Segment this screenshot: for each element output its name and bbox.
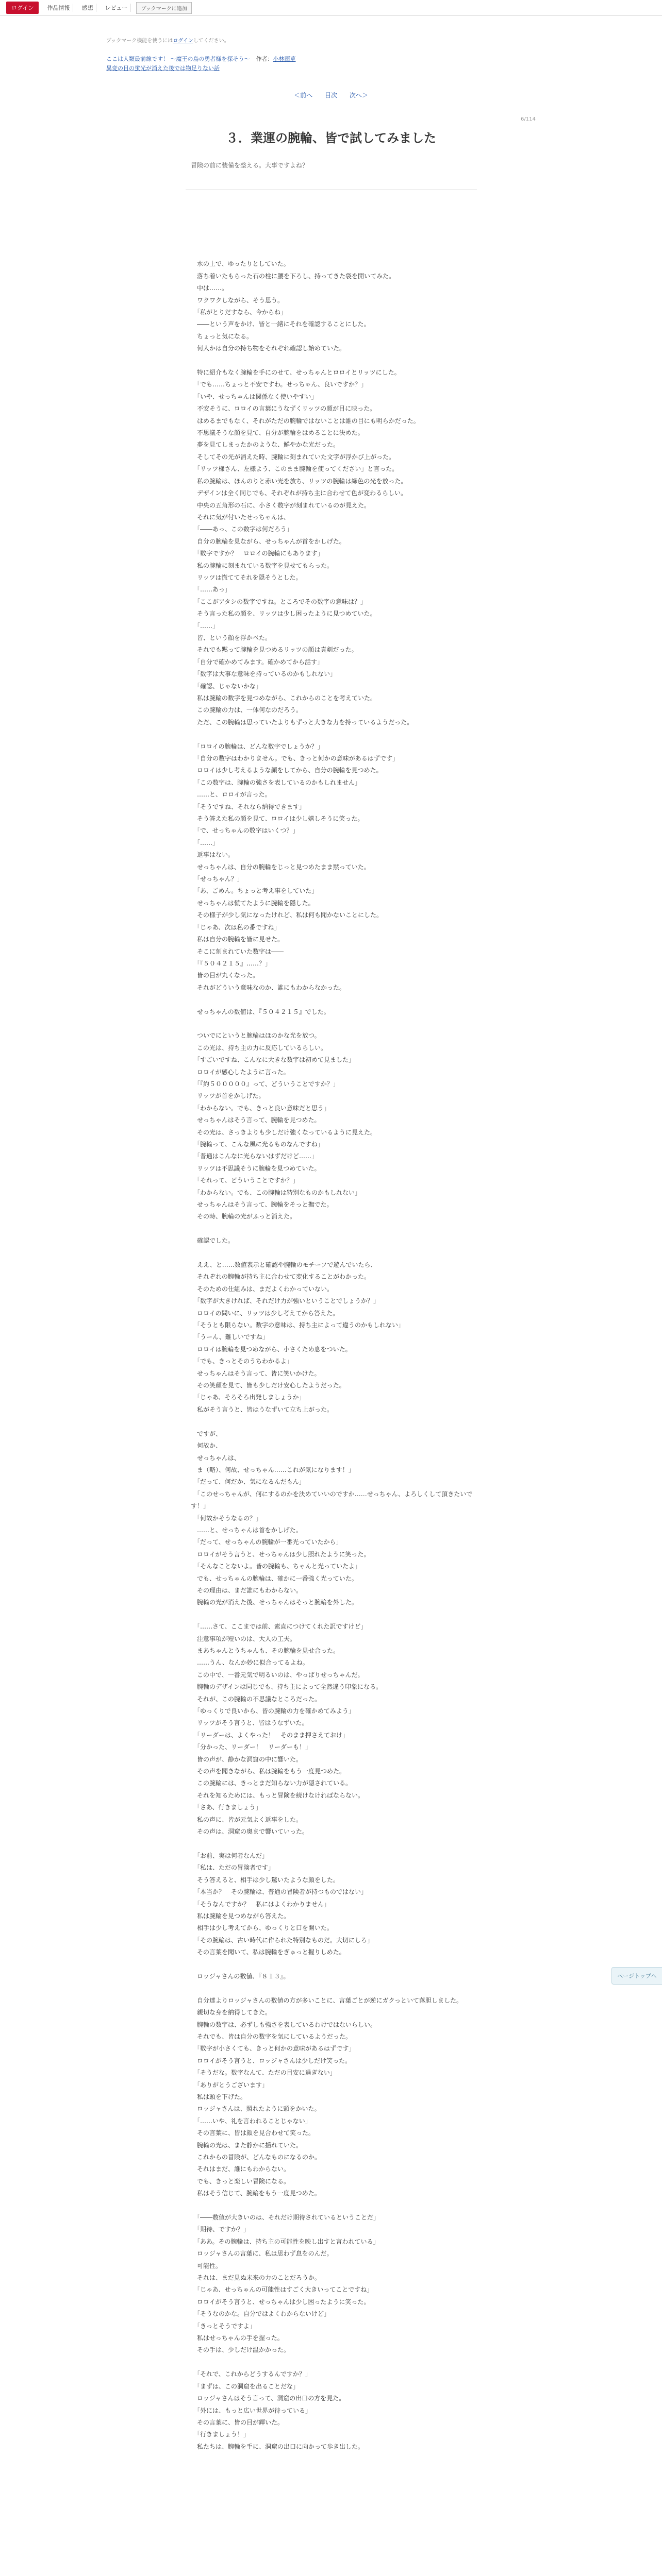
body-paragraph: 「リッツ様さん、左様よう、このまま腕輪を使ってください」と言った。 — [191, 465, 399, 473]
body-paragraph: 私は腕輪の数字を見つめながら、これからのことを考えていた。 — [191, 694, 377, 702]
body-paragraph: 「そうとも限らない。数字の意味は、持ち主によって違うのかもしれない」 — [191, 1321, 405, 1329]
body-paragraph: ちょっと気になる。 — [191, 332, 253, 340]
body-paragraph: 皆、という顔を浮かべた。 — [191, 634, 272, 641]
body-paragraph: でも、きっと楽しい冒険になる。 — [191, 2177, 290, 2185]
body-paragraph: 「『約５０００００』って、どういうことですか？」 — [191, 1080, 339, 1088]
body-paragraph: その理由は、まだ誰にもわからない。 — [191, 1586, 303, 1594]
prev-episode-link[interactable]: ＜前へ — [294, 92, 313, 99]
body-paragraph: ……うん、なんか妙に似合ってるよね。 — [191, 1659, 309, 1667]
body-paragraph: 「そうだな。数字なんて、ただの目安に過ぎない」 — [191, 2069, 336, 2077]
body-paragraph: その声を聞きながら、私は腕輪をもう一度見つめた。 — [191, 1768, 346, 1775]
body-paragraph: 「……」 — [191, 622, 219, 630]
body-paragraph: 「リーダーは、よくやった！ そのまま押さえておけ」 — [191, 1731, 349, 1739]
body-paragraph: 水の上で、ゆったりとしていた。 — [191, 260, 290, 268]
body-paragraph: ロッジャさんの数値、『８１３』。 — [191, 1972, 290, 1980]
body-paragraph: 特に紹介もなく腕輪を手にのせて、せっちゃんとロロイとリッツにした。 — [191, 369, 401, 377]
body-paragraph: 「そんなことないよ。皆の腕輪も、ちゃんと光っていたよ」 — [191, 1563, 361, 1570]
body-paragraph: それを知るためには、もっと冒険を続けなければならない。 — [191, 1791, 365, 1799]
body-paragraph — [191, 994, 479, 1006]
body-paragraph: これからの冒険が、どんなものになるのか。 — [191, 2154, 321, 2161]
body-paragraph: 「何故かそうなるの？」 — [191, 1514, 262, 1522]
body-paragraph: 「そうですね、それなら納得できます」 — [191, 803, 306, 810]
body-paragraph: ロッジャさんはそう言って、洞窟の出口の方を見た。 — [191, 2395, 345, 2402]
episode-preface: 冒険の前に装備を整える。大事ですよね？ — [191, 162, 309, 169]
body-paragraph — [191, 1018, 479, 1030]
body-paragraph: ロロイは腕輪を見つめながら、小さくため息をついた。 — [191, 1345, 352, 1353]
body-paragraph: 「あ、ごめん。ちょっと考え事をしていた」 — [191, 887, 318, 895]
body-paragraph: 「――あっ、この数字は何だろう」 — [191, 526, 293, 533]
body-paragraph: 「数字が小さくても、きっと何かの意味があるはずです」 — [191, 2045, 355, 2053]
body-paragraph: この腕輪には、きっとまだ知らない力が隠されている。 — [191, 1780, 352, 1787]
body-paragraph: 「さあ、行きましょう」 — [191, 1804, 262, 1811]
body-paragraph: 不安そうに、ロロイの言葉にうなずくリッツの顔が目に映った。 — [191, 405, 376, 413]
body-paragraph: ロッジャさんは、照れたように頭をかいた。 — [191, 2105, 321, 2113]
body-paragraph: 「普通はこんなに光らないはずだけど……」 — [191, 1153, 318, 1160]
body-paragraph: 「ゆっくりで良いから、皆の腕輪の力を確かめてみよう」 — [191, 1707, 355, 1715]
body-paragraph: 「じゃあ、せっちゃんの可能性はすごく大きいってことですね」 — [191, 2286, 373, 2294]
episode-body — [191, 246, 479, 2453]
body-paragraph: リッツが首をかしげた。 — [191, 1092, 265, 1100]
body-paragraph: 「この数字は、腕輪の強さを表しているのかもしれません」 — [191, 778, 361, 786]
body-paragraph: 「いや、せっちゃんは関係なく使いやすい」 — [191, 393, 318, 400]
body-paragraph — [191, 728, 479, 740]
body-paragraph: 「……あっ」 — [191, 586, 231, 594]
episode-pager-top — [0, 91, 662, 99]
work-info-line — [106, 55, 296, 63]
body-paragraph: 不思議そうな顔を見て、自分が腕輪をはめることに決めた。 — [191, 429, 364, 437]
body-paragraph: 何故か、 — [191, 1442, 222, 1450]
notice-suffix: してください。 — [193, 38, 229, 44]
body-paragraph: 私はそう信じて、腕輪をもう一度見つめた。 — [191, 2190, 321, 2197]
body-paragraph: 私は頭を下げた。 — [191, 2093, 247, 2100]
body-paragraph: それでも、皆は自分の数字を気にしているようだった。 — [191, 2032, 352, 2040]
body-paragraph: その手は、少しだけ温かかった。 — [191, 2346, 290, 2354]
body-paragraph: 「それって、どういうことですか？」 — [191, 1177, 299, 1184]
body-paragraph: せっちゃんはそう言って、腕輪をそっと撫でた。 — [191, 1201, 333, 1209]
top-navigation-bar — [0, 0, 662, 16]
body-paragraph: まあちゃんとうちゃんも、その腕輪を見せ合った。 — [191, 1647, 340, 1654]
body-paragraph: 私の腕輪に刻まれている数字を見せてもらった。 — [191, 562, 334, 569]
body-paragraph: 「……いや、礼を言われることじゃない」 — [191, 2117, 311, 2125]
body-paragraph — [191, 2357, 479, 2368]
body-paragraph: その言葉に、皆は顔を見合わせて笑った。 — [191, 2129, 315, 2137]
body-paragraph: 自分達よりロッジャさんの数値の方が多いことに、言葉ごとが逆にガクっといて落胆しました。 — [191, 1996, 463, 2004]
body-paragraph: その時、腕輪の光がふっと消えた。 — [191, 1213, 296, 1221]
body-paragraph: それに気が付いたせっちゃんは、 — [191, 513, 290, 521]
notice-prefix: ブックマーク機能を使うには — [106, 38, 173, 44]
body-paragraph: 腕輪の光が消えた後、せっちゃんはそっと腕輪を外した。 — [191, 1599, 358, 1606]
body-paragraph: 「『５０４２１５』……？」 — [191, 959, 272, 967]
body-paragraph: そう言った私の顔を、リッツは少し困ったように見つめていた。 — [191, 610, 376, 618]
body-paragraph: それがどういう意味なのか、誰にもわからなかった。 — [191, 984, 346, 991]
body-paragraph: はめるまでもなく、それがただの腕輪ではないことは誰の目にも明らかだった。 — [191, 417, 420, 425]
body-paragraph: 可能性。 — [191, 2262, 222, 2269]
body-paragraph: 「で、せっちゃんの数字はいくつ？」 — [191, 827, 299, 835]
body-paragraph: その様子が少し気になったけれど、私は何も聞かないことにした。 — [191, 911, 383, 919]
body-paragraph: この中で、一番元気で明るいのは、やっぱりせっちゃんだ。 — [191, 1671, 364, 1679]
body-paragraph: 「うーん、難しいですね」 — [191, 1333, 269, 1341]
body-paragraph: 「腕輪って、こんな風に光るものなんですね」 — [191, 1140, 324, 1148]
body-paragraph: 親切な身を納得してきた。 — [191, 2009, 272, 2016]
author-link[interactable]: 小林雨草 — [273, 56, 296, 62]
nav-link-work-info[interactable]: 作品情報 — [44, 4, 73, 12]
body-paragraph: 「行きましょう！」 — [191, 2431, 250, 2438]
body-paragraph: ロッジャさんの言葉に、私は思わず息をのんだ。 — [191, 2250, 333, 2258]
body-paragraph: 「じゃあ、次は私の番ですね」 — [191, 923, 280, 931]
body-paragraph: 腕輪の光は、また静かに揺れていた。 — [191, 2141, 303, 2149]
body-paragraph: ただ、この腕輪は思っていたよりもずっと大きな力を持っているようだった。 — [191, 718, 413, 726]
body-paragraph: でも、せっちゃんの腕輪は、確かに一番強く光っていた。 — [191, 1574, 358, 1582]
body-paragraph: 「外には、もっと広い世界が待っている」 — [191, 2406, 312, 2414]
body-paragraph: 「数字は大事な意味を持っているのかもしれない」 — [191, 670, 337, 678]
add-bookmark-button[interactable]: ブックマークに追加 — [136, 2, 191, 14]
login-button[interactable]: ログイン — [6, 2, 39, 14]
body-paragraph: そう答えた私の顔を見て、ロロイは少し嬉しそうに笑った。 — [191, 815, 364, 823]
body-paragraph: 「ここがアタシの数字ですね。ところでその数字の意味は？」 — [191, 598, 367, 605]
body-paragraph — [191, 1416, 479, 1428]
episode-title: ３．業運の腕輪、皆で試してみました — [226, 130, 436, 145]
body-paragraph: ……と、せっちゃんは首をかしげた。 — [191, 1526, 302, 1534]
body-paragraph: 「ありがとうございます」 — [191, 2081, 269, 2089]
body-paragraph — [191, 1609, 479, 1621]
body-paragraph: せっちゃんは、 — [191, 1454, 240, 1462]
body-paragraph: 「その腕輪は、古い時代に作られた特別なものだ。大切にしろ」 — [191, 1936, 374, 1944]
body-paragraph: 「確認、じゃないかな」 — [191, 682, 262, 690]
body-paragraph — [191, 1247, 479, 1259]
body-paragraph: その笑顔を見て、皆も少しだけ安心したようだった。 — [191, 1382, 345, 1389]
body-paragraph: それが、この腕輪の不思議なところだった。 — [191, 1695, 321, 1703]
body-paragraph: それぞれの腕輪が持ち主に合わせて変化することがわかった。 — [191, 1273, 371, 1281]
body-paragraph: 「ロロイの腕輪は、どんな数字でしょうか？」 — [191, 742, 324, 750]
body-paragraph: 「本当か？ その腕輪は、普通の冒険者が持つものではない」 — [191, 1888, 368, 1896]
body-paragraph: 何人かは自分の持ち物をそれぞれ確認し始めていた。 — [191, 345, 346, 352]
body-paragraph: 「……」 — [191, 839, 219, 846]
table-of-contents-link[interactable]: 目次 — [324, 92, 337, 99]
body-paragraph: それでも黙って腕輪を見つめるリッツの顔は真剣だった。 — [191, 646, 358, 654]
body-paragraph: 「でも、きっとそのうちわかるよ」 — [191, 1358, 293, 1365]
body-paragraph: 「せっちゃん？」 — [191, 875, 243, 883]
body-paragraph: 私はせっちゃんの手を握った。 — [191, 2334, 284, 2342]
body-paragraph: 私は自分の腕輪を皆に見せた。 — [191, 936, 284, 943]
body-paragraph: ロロイがそう言うと、せっちゃんは少し困ったように笑った。 — [191, 2298, 370, 2306]
body-paragraph: そこに刻まれていた数字は―― — [191, 947, 284, 955]
body-paragraph: 私たちは、腕輪を手に、洞窟の出口に向かって歩き出した。 — [191, 2443, 365, 2450]
body-paragraph: 確認でした。 — [191, 1237, 235, 1245]
body-paragraph — [191, 2200, 479, 2212]
body-paragraph: せっちゃんはそう言って、皆に笑いかけた。 — [191, 1369, 321, 1377]
body-paragraph: 私の腕輪は、ほんのりと赤い光を放ち、リッツの腕輪は緑色の光を放った。 — [191, 477, 407, 485]
next-episode-link[interactable]: 次へ＞ — [349, 92, 368, 99]
body-paragraph: 皆の声が、静かな洞窟の中に響いた。 — [191, 1755, 303, 1763]
body-paragraph: ロロイが感心したように言った。 — [191, 1068, 290, 1076]
body-paragraph: ロロイは少し考えるような顔をしてから、自分の腕輪を見つめた。 — [191, 767, 383, 774]
body-paragraph: その言葉に、皆の目が輝いた。 — [191, 2418, 284, 2426]
body-paragraph: せっちゃんの数値は、『５０４２１５』でした。 — [191, 1008, 330, 1015]
body-paragraph: 「そうなのかな。自分ではよくわからないけど」 — [191, 2310, 330, 2318]
body-paragraph: リッツは不思議そうに腕輪を見つめていた。 — [191, 1164, 321, 1172]
body-paragraph: 「だって、せっちゃんの腕輪が一番光っていたから」 — [191, 1538, 342, 1546]
body-paragraph: ええ、と……数値表示と確認や腕輪のモチーフで遊んでいたら、 — [191, 1261, 377, 1269]
login-notice — [106, 36, 229, 44]
body-paragraph: ま（略）、何故、せっちゃん……これが気になります！」 — [191, 1466, 355, 1473]
body-paragraph: 「このせっちゃんが、何にするのかを決めていいのですか……せっちゃん、よろしくして頂きたいです！」 — [191, 1490, 473, 1510]
body-paragraph: 「期待、ですか？」 — [191, 2226, 250, 2233]
body-paragraph: 「私がとりだすなら、今からね」 — [191, 309, 287, 316]
body-paragraph: そのための仕組みは、まだよくわかっていない。 — [191, 1285, 334, 1293]
body-paragraph: 「数字が大きければ、それだけ力が強いということでしょうか？」 — [191, 1297, 380, 1305]
body-paragraph: その光は、さっきよりも少しだけ強くなっているように見えた。 — [191, 1128, 377, 1136]
body-paragraph: 「でも……ちょっと不安ですわ。せっちゃん、良いですか？」 — [191, 381, 368, 388]
body-paragraph: 腕輪のデザインは同じでも、持ち主によって全然違う印象になる。 — [191, 1683, 383, 1691]
body-paragraph — [191, 1959, 479, 1971]
body-paragraph: 中は……。 — [191, 284, 228, 292]
author-line — [256, 55, 296, 63]
body-paragraph: せっちゃんはそう言って、腕輪を見つめた。 — [191, 1116, 321, 1124]
body-paragraph — [191, 1223, 479, 1235]
body-paragraph: 「わからない。でも、きっと良い意味だと思う」 — [191, 1104, 330, 1112]
body-paragraph: それは、まだ見ぬ未来の力のことだろうか。 — [191, 2274, 321, 2282]
body-paragraph: 「だって、何だか、気になるんだもん」 — [191, 1478, 305, 1486]
body-paragraph: せっちゃんは慌てたように腕輪を隠した。 — [191, 899, 315, 907]
body-paragraph: 「分かった、リーダー！ リーダーも！」 — [191, 1743, 312, 1751]
body-paragraph: 「自分で確かめてみます。確かめてから話す」 — [191, 658, 324, 666]
body-paragraph: 中央の五角形の石に、小さく数字が刻まれているのが見えた。 — [191, 501, 371, 509]
body-paragraph: その声は、洞窟の奥まで響いていった。 — [191, 1828, 309, 1836]
body-paragraph: 「まずは、この洞窟を出ることだな」 — [191, 2382, 300, 2390]
body-paragraph — [191, 1838, 479, 1850]
body-paragraph: 「ああ。その腕輪は、持ち主の可能性を映し出すと言われている」 — [191, 2238, 379, 2245]
body-paragraph: リッツがそう言うと、皆はうなずいた。 — [191, 1719, 308, 1727]
body-paragraph: そう答えると、相手は少し驚いたような顔をした。 — [191, 1876, 340, 1884]
body-paragraph: ロロイがそう言うと、ロッジャさんは少しだけ笑った。 — [191, 2057, 352, 2064]
body-paragraph: この腕輪の力は、一体何なのだろう。 — [191, 706, 303, 714]
body-paragraph: 夢を見てしまったかのような、鮮やかな光だった。 — [191, 441, 340, 449]
body-paragraph: その言葉を聞いて、私は腕輪をぎゅっと握りしめた。 — [191, 1948, 345, 1956]
nav-link-reviews[interactable]: レビュー — [102, 4, 131, 12]
body-paragraph — [191, 1982, 479, 1994]
body-paragraph: ついでにというと腕輪はほのかな光を放つ。 — [191, 1032, 321, 1040]
body-paragraph: 「それで、これからどうするんですか？」 — [191, 2370, 311, 2378]
body-paragraph: 返事はない。 — [191, 851, 235, 859]
body-paragraph: 私の声に、皆が元気よく返事をした。 — [191, 1816, 303, 1823]
body-paragraph: 「数字ですか？ ロロイの腕輪にもあります」 — [191, 550, 324, 557]
body-paragraph: 「じゃあ、そろそろ出発しましょうか」 — [191, 1394, 305, 1401]
author-prefix: 作者： — [256, 56, 273, 62]
body-paragraph: デザインは全く同じでも、それぞれが持ち主に合わせて色が変わるらしい。 — [191, 489, 407, 497]
body-paragraph: 「自分の数字はわかりません。でも、きっと何かの意味があるはずです」 — [191, 755, 399, 762]
body-paragraph: 「きっとそうですよ」 — [191, 2322, 256, 2330]
body-paragraph: 私がそう言うと、皆はうなずいて立ち上がった。 — [191, 1405, 334, 1413]
body-paragraph: そしてその光が消えた時、腕輪に刻まれていた文字が浮かび上がった。 — [191, 453, 395, 461]
body-paragraph: 落ち着いたもらった石の柱に腰を下ろし、持ってきた袋を開いてみた。 — [191, 272, 395, 280]
body-paragraph: 「すごいですね、こんなに大きな数字は初めて見ました」 — [191, 1056, 355, 1064]
body-paragraph: 注意事項が短いのは、大人の工夫。 — [191, 1635, 296, 1642]
body-paragraph: 「――数値が大きいのは、それだけ期待されているということだ」 — [191, 2214, 380, 2222]
nav-link-impressions[interactable]: 感想 — [78, 4, 96, 12]
body-paragraph: 腕輪の数字は、必ずしも強さを表しているわけではないらしい。 — [191, 2021, 377, 2028]
body-paragraph: それはまだ、誰にもわからない。 — [191, 2165, 290, 2173]
body-paragraph: ……と、ロロイが言った。 — [191, 791, 271, 799]
body-paragraph: ワクワクしながら、そう思う。 — [191, 296, 284, 304]
work-subtitle-link[interactable]: 異変の目の蛍光が消えた後では物足りない話 — [106, 65, 220, 72]
body-paragraph: ――という声をかけ、皆と一緒にそれを確認することにした。 — [191, 320, 370, 328]
body-paragraph — [191, 355, 479, 367]
body-paragraph: 自分の腕輪を見ながら、せっちゃんが首をかしげた。 — [191, 537, 345, 545]
body-paragraph: 相手は少し考えてから、ゆっくりと口を開いた。 — [191, 1924, 333, 1932]
body-paragraph: ロロイがそう言うと、せっちゃんは少し照れたように笑った。 — [191, 1550, 370, 1558]
notice-login-link[interactable]: ログイン — [173, 38, 193, 44]
body-paragraph: ですが、 — [191, 1430, 222, 1437]
body-paragraph: 「私は、ただの冒険者です」 — [191, 1864, 275, 1872]
body-paragraph: 私は腕輪を見つめながら答えた。 — [191, 1912, 290, 1920]
body-paragraph: 「そうなんですか？ 私にはよくわかりません」 — [191, 1900, 330, 1908]
body-paragraph: 「お前、実は何者なんだ」 — [191, 1852, 269, 1859]
body-paragraph — [191, 246, 479, 258]
page-top-button[interactable]: ページトップへ — [611, 1967, 662, 1985]
work-title-link[interactable]: ここは人類最前線です！ ～魔王の島の勇者様を探そう～ — [106, 56, 250, 62]
body-paragraph: 「……さて、ここまでは前、素直につけてくれた訳ですけど」 — [191, 1623, 367, 1631]
body-paragraph: この光は、持ち主の力に反応しているらしい。 — [191, 1044, 327, 1052]
body-paragraph: 「わからない。でも、この腕輪は特別なものかもしれない」 — [191, 1189, 361, 1196]
body-paragraph: 皆の目が丸くなった。 — [191, 972, 259, 979]
body-paragraph: リッツは慌ててそれを隠そうとした。 — [191, 573, 302, 581]
body-paragraph: ロロイの問いに、リッツは少し考えてから答えた。 — [191, 1309, 339, 1317]
episode-number: 6/114 — [521, 116, 536, 122]
body-paragraph: せっちゃんは、自分の腕輪をじっと見つめたまま黙っていた。 — [191, 863, 370, 871]
